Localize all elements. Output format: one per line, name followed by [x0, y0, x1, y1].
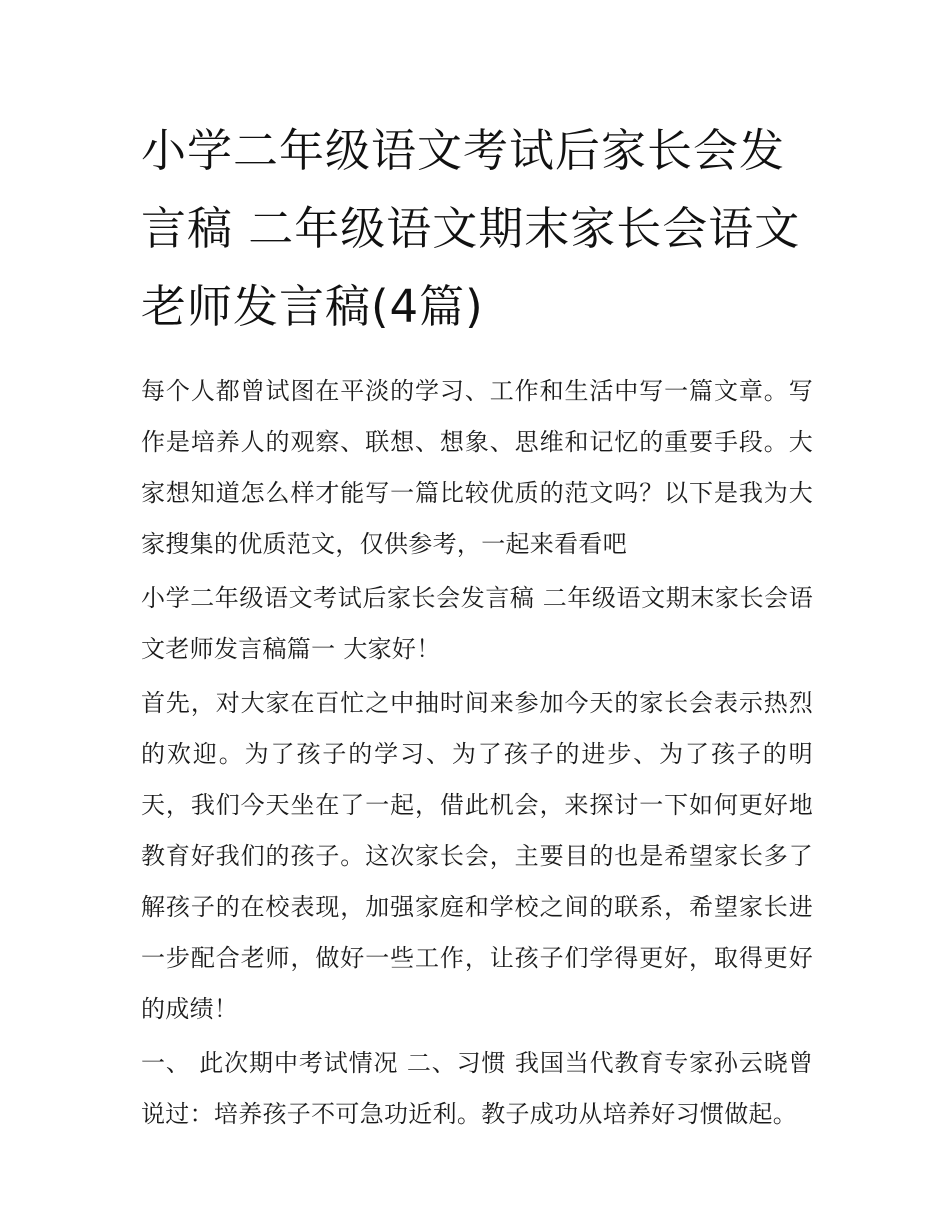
paragraph-welcome: 首先，对大家在百忙之中抽时间来参加今天的家长会表示热烈的欢迎。为了孩子的学习、为了孩子的进步、为了孩子的明天，我们今天坐在了一起，借此机会，来探讨一下如何更好地教育好我们的孩子。这次家长会，主要目的也是希望家长多了解孩子的在校表现，加强家庭和学校之间的联系，希望家长进一步配合老师，做好一些工作，让孩子们学得更好，取得更好的成绩！ — [141, 689, 813, 1023]
paragraph-exam-and-habits: 一、 此次期中考试情况 二、习惯 我国当代教育专家孙云晓曾说过：培养孩子不可急功近利。教子成功从培养好习惯做起。 — [141, 1049, 813, 1128]
document-title: 小学二年级语文考试后家长会发言稿 二年级语文期末家长会语文老师发言稿(4篇) — [141, 124, 801, 333]
paragraph-section-heading: 小学二年级语文考试后家长会发言稿 二年级语文期末家长会语文老师发言稿篇一 大家好！ — [141, 584, 813, 663]
document-page — [141, 112, 813, 1143]
document-body — [141, 366, 813, 1140]
paragraph-intro: 每个人都曾试图在平淡的学习、工作和生活中写一篇文章。写作是培养人的观察、联想、想象、思维和记忆的重要手段。大家想知道怎么样才能写一篇比较优质的范文吗？以下是我为大家搜集的优质范文，仅供参考，一起来看看吧 — [141, 377, 813, 558]
